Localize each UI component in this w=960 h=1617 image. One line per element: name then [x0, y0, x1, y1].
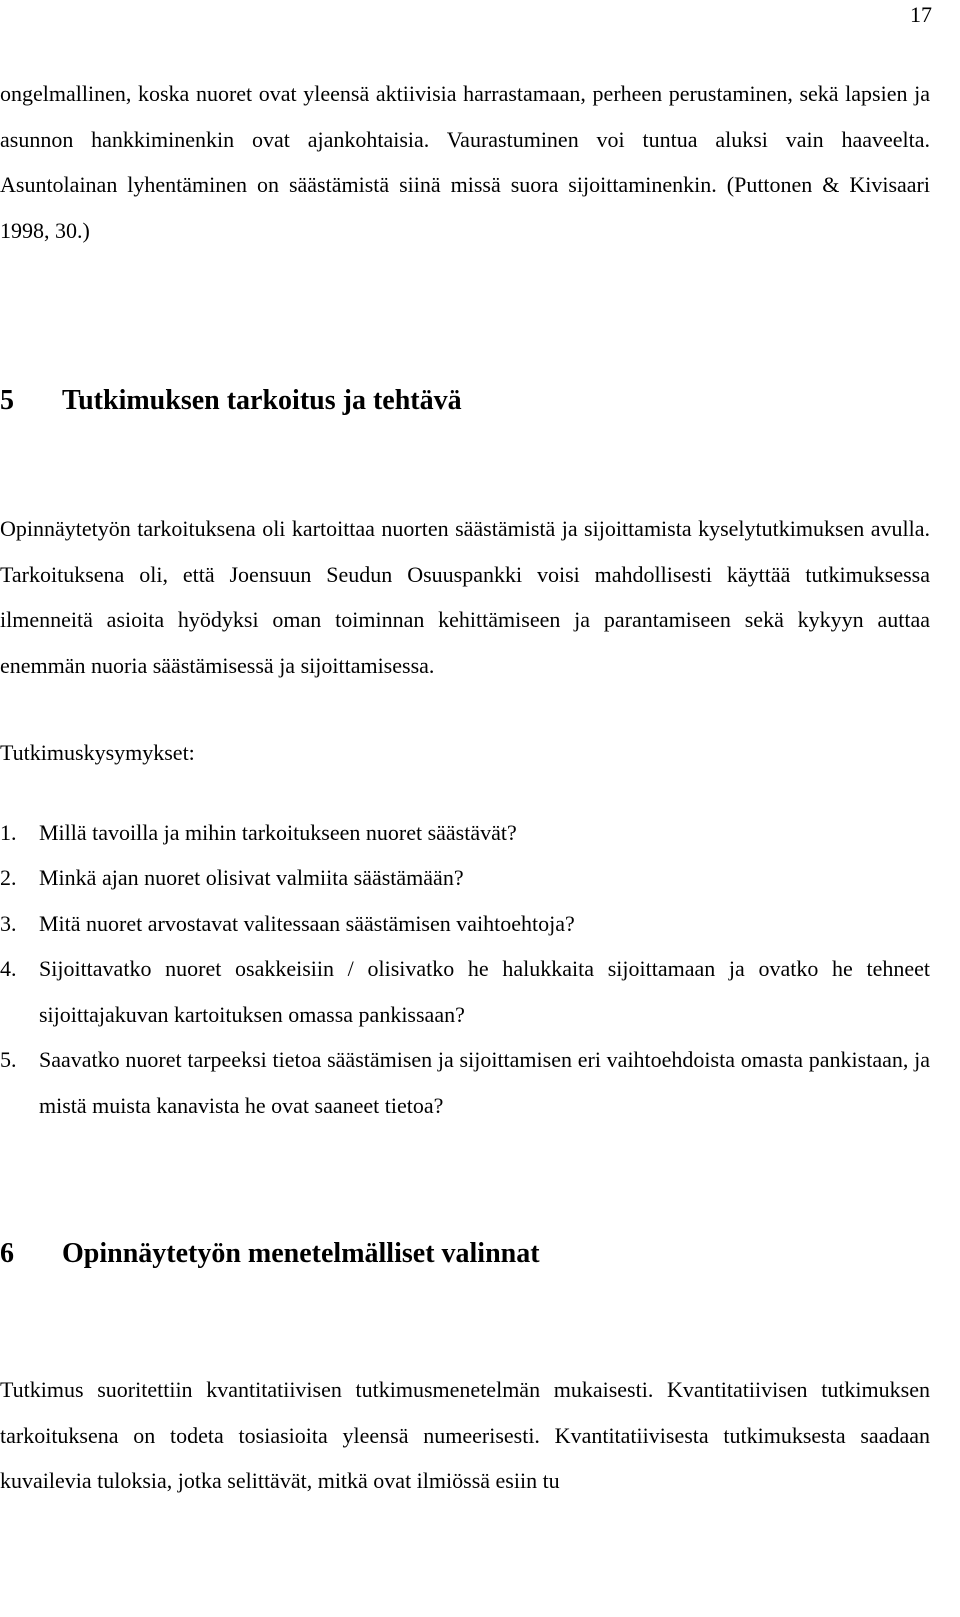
section-5-number: 5 — [0, 385, 14, 416]
intro-paragraph: ongelmallinen, koska nuoret ovat yleensä aktiivisia harrastamaan, perheen perustaminen, sekä lapsien ja asunnon hankkiminenkin ovat ajankohtaisia. Vaurastuminen voi tuntua aluksi vain haaveelta. Asuntolainan lyhentäminen on säästämistä siinä missä suora sijoittaminenkin. (Puttonen & Kivisaari 1998, 30.) — [0, 81, 930, 243]
question-text: Saavatko nuoret tarpeeksi tietoa säästämisen ja sijoittamisen eri vaihtoehdoista omasta pankistaan, ja mistä muista kanavista he ovat saaneet tietoa? — [39, 1047, 930, 1118]
question-item — [0, 901, 930, 947]
question-item — [0, 810, 930, 856]
question-item — [0, 946, 930, 1037]
question-text: Sijoittavatko nuoret osakkeisiin / olisivatko he halukkaita sijoittamaan ja ovatko he tehneet sijoittajakuvan kartoituksen omassa pankissaan? — [39, 956, 930, 1027]
question-item — [0, 1037, 930, 1128]
page-number: 17 — [910, 2, 932, 27]
question-number: 1. — [0, 819, 17, 845]
question-number: 5. — [0, 1047, 17, 1072]
questions-label: Tutkimuskysymykset: — [0, 740, 195, 765]
document-body — [0, 71, 930, 1504]
section-6-paragraph: Tutkimus suoritettiin kvantitatiivisen tutkimusmenetelmän mukaisesti. Kvantitatiivisen tutkimuksen tarkoituksena on todeta tosiasioita yleensä numeerisesti. Kvantitatiivisesta tutkimuksesta saadaan kuvailevia tuloksia, jotka selittävät, mitkä ovat ilmiössä esiin tu — [0, 1377, 930, 1493]
section-5-heading — [0, 385, 930, 417]
question-text: Minkä ajan nuoret olisivat valmiita säästämään? — [39, 865, 464, 890]
question-text: Millä tavoilla ja mihin tarkoitukseen nuoret säästävät? — [39, 819, 517, 845]
section-6-number: 6 — [0, 1238, 14, 1269]
questions-list — [0, 810, 930, 1129]
section-5-paragraph: Opinnäytetyön tarkoituksena oli kartoittaa nuorten säästämistä ja sijoittamista kyselytutkimuksen avulla. Tarkoituksena oli, että Joensuun Seudun Osuuspankki voisi mahdollisesti käyttää tutkimuksessa ilmenneitä asioita hyödyksi oman toiminnan kehittämiseen ja parantamiseen sekä kykyyn auttaa enemmän nuoria säästämisessä ja sijoittamisessa. — [0, 516, 930, 678]
question-text: Mitä nuoret arvostavat valitessaan säästämisen vaihtoehtoja? — [39, 910, 575, 936]
section-6-title: Opinnäytetyön menetelmälliset valinnat — [62, 1238, 540, 1269]
question-number: 3. — [0, 910, 17, 936]
section-5-title: Tutkimuksen tarkoitus ja tehtävä — [62, 385, 462, 416]
question-number: 2. — [0, 865, 17, 890]
question-number: 4. — [0, 956, 17, 981]
question-item — [0, 855, 930, 901]
section-6-heading — [0, 1238, 930, 1270]
